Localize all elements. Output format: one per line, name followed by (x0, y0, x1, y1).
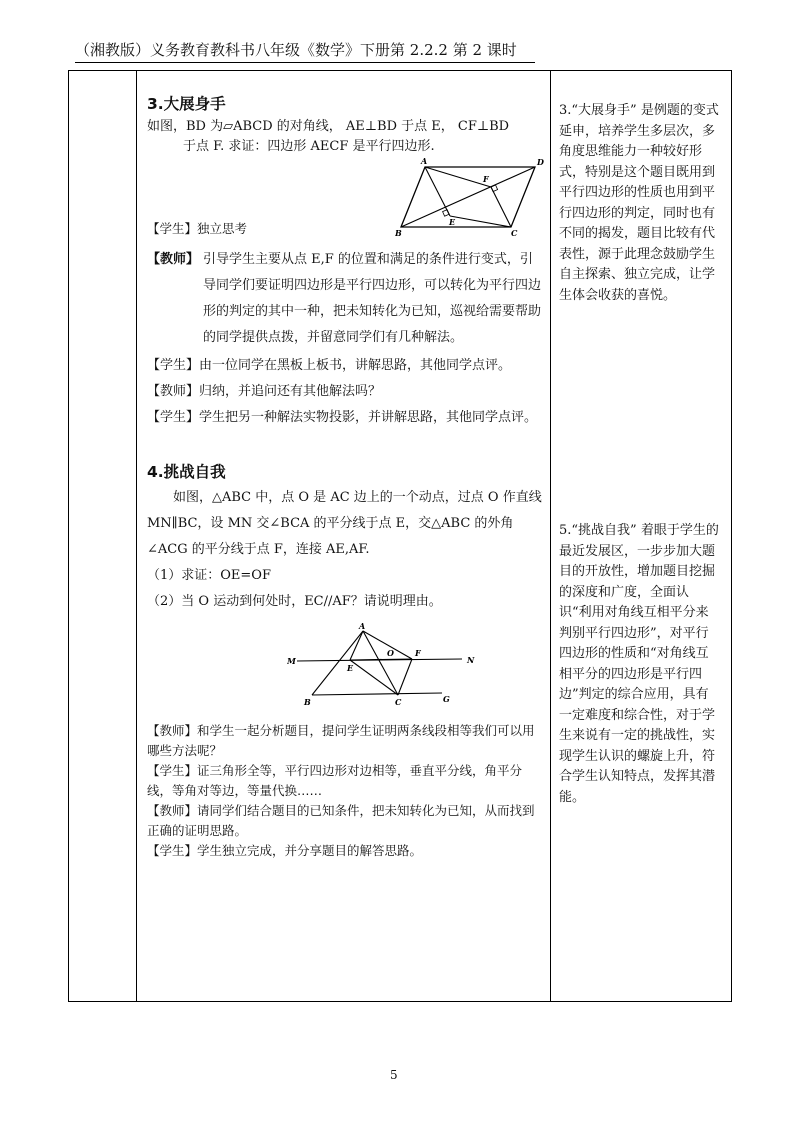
side-note-3: 3.“大展身手” 是例题的变式延申，培养学生多层次，多角度思维能力一种较好形式，特别是这个题目既用到平行四边形的性质也用到平行四边形的判定，同时也有不同的揭发，题目比较有代表性，源于此理念鼓励学生自主探索、独立完成，让学生体会收获的喜悦。 (559, 103, 719, 303)
label-E: E (347, 663, 354, 673)
page-number: 5 (390, 1068, 398, 1082)
label-O: O (387, 648, 394, 658)
section-4-title: 4.挑战自我 (147, 463, 226, 481)
section-3-problem-line2: 于点 F. 求证：四边形 AECF 是平行四边形. (183, 139, 435, 154)
label-M: M (287, 656, 296, 666)
column-divider-1 (136, 71, 137, 1001)
section-3-student-3: 【学生】学生把另一种解法实物投影，并讲解思路，其他同学点评。 (147, 410, 538, 425)
label-G: G (443, 694, 450, 704)
label-F: F (415, 648, 421, 658)
label-A: A (359, 623, 366, 631)
lesson-table (68, 70, 732, 1002)
section-3-problem-line1: 如图，BD 为▱ABCD 的对角线， AE⊥BD 于点 E， CF⊥BD (147, 119, 510, 134)
label-E: E (449, 217, 456, 227)
section-4-question-2: （2）当 O 运动到何处时，EC//AF？请说明理由。 (147, 594, 442, 609)
section-4-student-1: 【学生】证三角形全等，平行四边形对边相等，垂直平分线，角平分线，等角对等边，等量代换…… (147, 763, 523, 798)
section-3-title: 3.大展身手 (147, 95, 226, 113)
section-3-student-2: 【学生】由一位同学在黑板上板书，讲解思路，其他同学点评。 (147, 358, 512, 373)
label-B: B (304, 697, 311, 707)
main-column (147, 93, 543, 861)
triangle-figure (287, 623, 487, 713)
label-D: D (537, 157, 544, 167)
side-note-5: 5.“挑战自我” 着眼于学生的最近发展区，一步步加大题目的开放性，增加题目挖掘的深度和广度，全面认识“利用对角线互相平分来判别平行四边形”，对平行四边形的性质和“对角线互相平分的四边形是平行四边”判定的综合应用，具有一定难度和综合性，对于学生来说有一定的挑战性，实现学生认识的螺旋上升，符合学生认知特点，发挥其潜能。 (559, 523, 719, 805)
section-4-problem: 如图，△ABC 中，点 O 是 AC 边上的一个动点，过点 O 作直线 MN∥BC，设 MN 交∠BCA 的平分线于点 E，交△ABC 的外角∠ACG 的平分线于点 F，连接 AE,AF. (147, 490, 542, 557)
section-3-figure-row (147, 157, 543, 243)
label-A: A (421, 157, 428, 166)
document-header: （湘教版）义务教育教科书八年级《数学》下册第 2.2.2 第 2 课时 (75, 40, 535, 63)
column-divider-2 (550, 71, 551, 1001)
label-N: N (467, 655, 475, 665)
section-4-question-1: （1）求证：OE=OF (147, 568, 271, 583)
teacher-tag: 【教师】 (147, 252, 200, 267)
section-4-student-2: 【学生】学生独立完成，并分享题目的解答思路。 (147, 843, 423, 858)
label-C: C (395, 697, 402, 707)
section-4-teacher-2: 【教师】请同学们结合题目的已知条件，把未知转化为已知，从而找到正确的证明思路。 (147, 803, 535, 838)
teacher-1-text: 引导学生主要从点 E,F 的位置和满足的条件进行变式，引导同学们要证明四边形是平行四边形，可以转化为平行四边形的判定的其中一种，把未知转化为已知，巡视给需要帮助的同学提供点拨，并留意同学们有几种解法。 (203, 252, 542, 345)
parallelogram-figure (395, 157, 545, 237)
label-C: C (511, 228, 518, 237)
section-3-teacher-1 (147, 247, 543, 351)
label-B: B (395, 228, 402, 237)
section-3-teacher-2: 【教师】归纳，并追问还有其他解法吗？ (147, 384, 382, 399)
section-3-student-1: 【学生】独立思考 (147, 221, 248, 236)
label-F: F (483, 174, 489, 184)
section-4-teacher-1: 【教师】和学生一起分析题目，提问学生证明两条线段相等我们可以用哪些方法呢？ (147, 723, 535, 758)
